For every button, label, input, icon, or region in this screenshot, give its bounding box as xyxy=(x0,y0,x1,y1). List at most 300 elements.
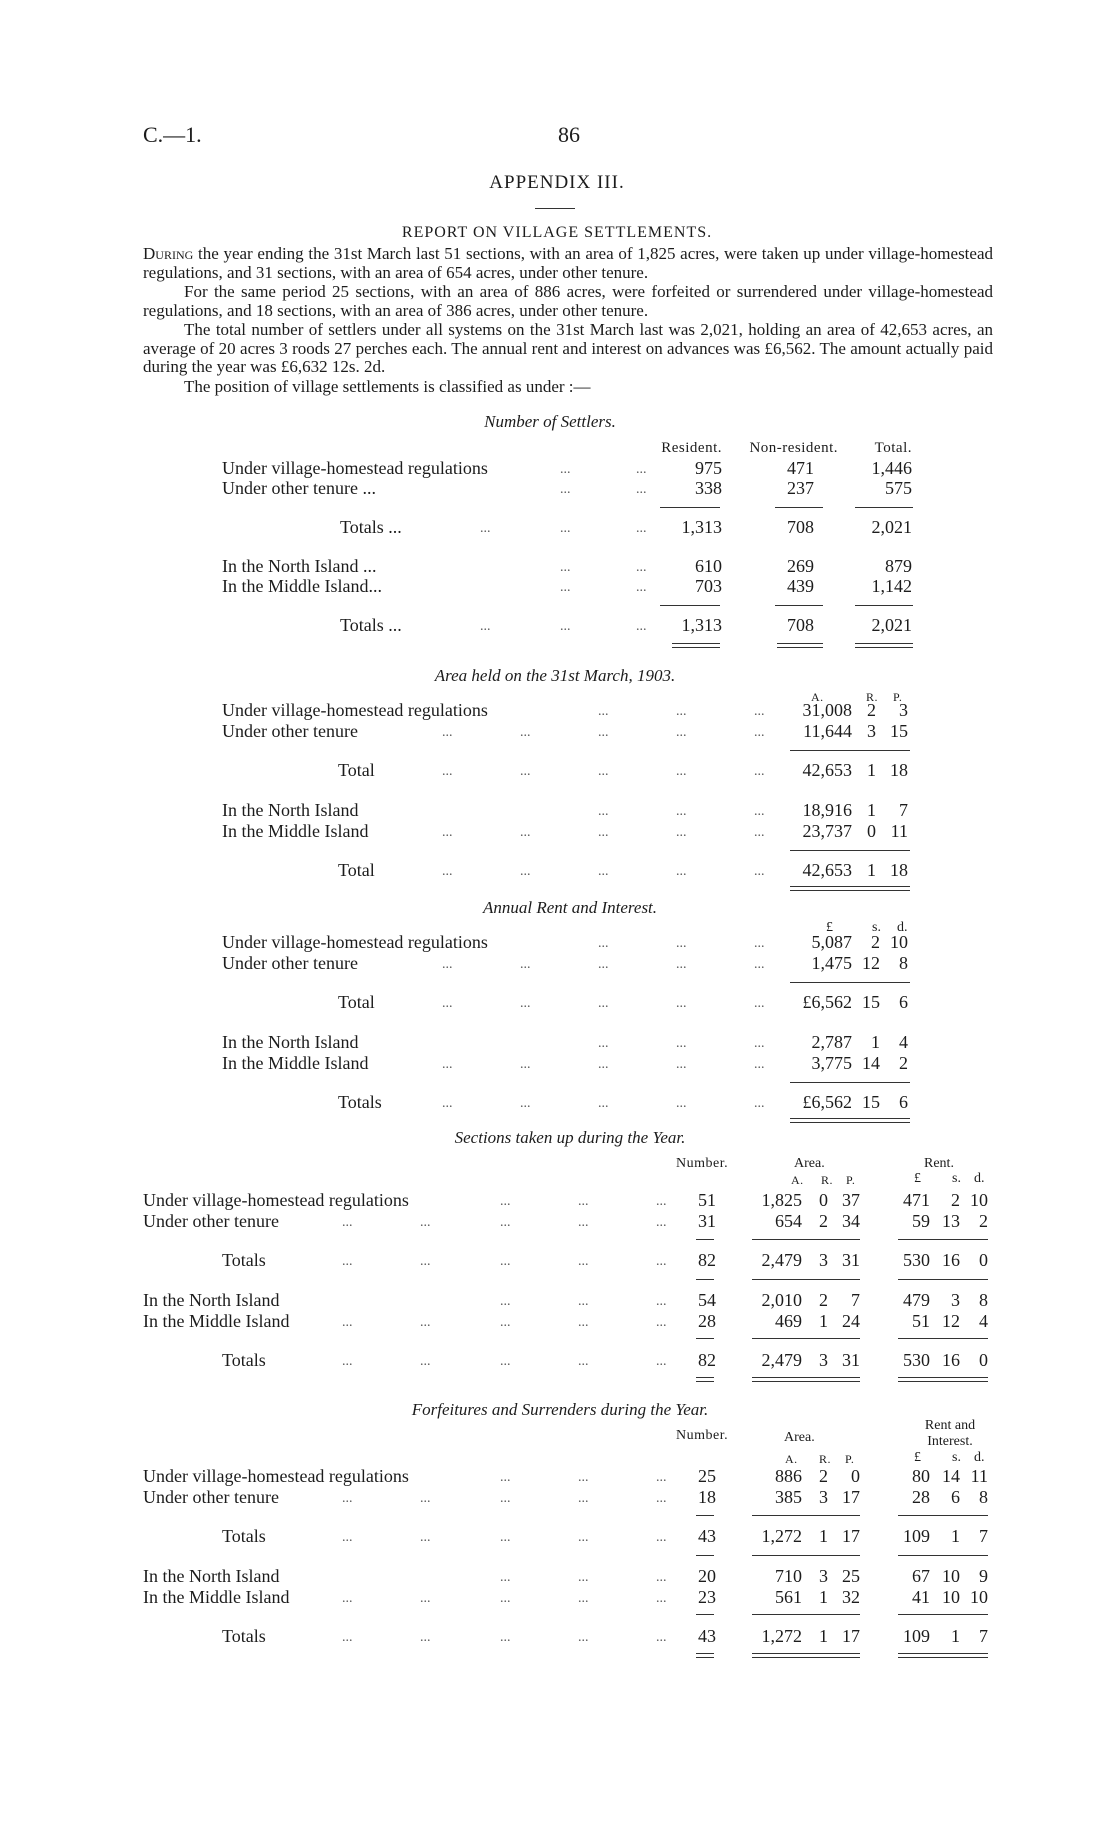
sections-rule-area-2 xyxy=(752,1338,860,1339)
rent-row-2-pounds: £6,562 xyxy=(802,992,852,1012)
sections-title: Sections taken up during the Year. xyxy=(454,1128,686,1147)
rent-rule-1 xyxy=(790,1082,910,1083)
settlers-rule-total-0 xyxy=(855,507,913,508)
sections-row-0-leader-2: ... xyxy=(656,1194,667,1209)
rent-row-4-leader-4: ... xyxy=(754,1057,765,1072)
rent-row-1-leader-3: ... xyxy=(676,957,687,972)
sections-row-1-pounds: 59 xyxy=(912,1211,930,1231)
forfeit-row-2-leader-3: ... xyxy=(578,1530,589,1545)
area-row-2-leader-0: ... xyxy=(442,764,453,779)
rent-unit-pence: d. xyxy=(897,920,908,935)
forfeit-rule-area-2 xyxy=(752,1614,860,1615)
rent-row-4-leader-2: ... xyxy=(598,1057,609,1072)
forfeit-row-5-number: 43 xyxy=(698,1626,716,1646)
forfeit-rule-number-1 xyxy=(696,1555,714,1556)
area-row-5-leader-0: ... xyxy=(442,864,453,879)
sections-row-2-shillings: 16 xyxy=(942,1250,960,1270)
appendix-title: APPENDIX III. xyxy=(489,172,625,193)
rent-row-3-pounds: 2,787 xyxy=(811,1032,852,1052)
rent-row-5-pence: 6 xyxy=(899,1092,908,1112)
area-row-4-leader-2: ... xyxy=(598,825,609,840)
forfeit-row-2-shillings: 1 xyxy=(951,1526,960,1546)
area-row-4-leader-1: ... xyxy=(520,825,531,840)
settlers-header-total: Total. xyxy=(874,440,912,456)
forfeit-row-1-number: 18 xyxy=(698,1487,716,1507)
sections-row-3-leader-2: ... xyxy=(656,1294,667,1309)
settlers-row-0-label: Under village-homestead regulations xyxy=(222,458,488,478)
sections-row-5-number: 82 xyxy=(698,1350,716,1370)
sections-rule-number-0 xyxy=(696,1239,714,1240)
settlers-row-2-label: Totals ... xyxy=(340,517,402,537)
forfeit-rule-rent-0 xyxy=(898,1515,988,1516)
forfeit-unit-perches: P. xyxy=(845,1452,855,1466)
rent-row-2-leader-4: ... xyxy=(754,996,765,1011)
sections-row-3-pence: 8 xyxy=(979,1290,988,1310)
sections-row-3-number: 54 xyxy=(698,1290,716,1310)
forfeit-row-5-roods: 1 xyxy=(819,1626,828,1646)
forfeit-unit-roods: R. xyxy=(819,1452,832,1466)
paragraph-1-text: the year ending the 31st March last 51 sections, with an area of 1,825 acres, were taken up under village-homestead regulations, and 31 sections, with an area of 654 acres, under other tenure. xyxy=(143,244,993,282)
forfeit-row-2-pence: 7 xyxy=(979,1526,988,1546)
forfeit-row-1-leader-1: ... xyxy=(420,1491,431,1506)
rent-row-5-leader-0: ... xyxy=(442,1096,453,1111)
forfeit-row-5-leader-4: ... xyxy=(656,1630,667,1645)
area-row-2-label: Total xyxy=(338,760,375,780)
settlers-row-0-nonresident: 471 xyxy=(787,458,814,478)
sections-row-0-perches: 37 xyxy=(842,1190,860,1210)
forfeit-rule-area-1 xyxy=(752,1555,860,1556)
sections-row-5-shillings: 16 xyxy=(942,1350,960,1370)
rent-row-1-leader-0: ... xyxy=(442,957,453,972)
sections-unit-pounds: £ xyxy=(914,1171,921,1186)
forfeit-row-0-pounds: 80 xyxy=(912,1466,930,1486)
sections-row-5-acres: 2,479 xyxy=(761,1350,802,1370)
area-row-5-label: Total xyxy=(338,860,375,880)
settlers-row-5-nonresident: 708 xyxy=(787,615,814,635)
sections-row-1-acres: 654 xyxy=(775,1211,802,1231)
area-row-3-acres: 18,916 xyxy=(802,800,852,820)
settlers-rule-total-1 xyxy=(855,605,913,606)
area-row-0-perches: 3 xyxy=(899,700,908,720)
forfeit-row-2-leader-0: ... xyxy=(342,1530,353,1545)
sections-row-3-label: In the North Island xyxy=(143,1290,280,1310)
rent-row-0-pounds: 5,087 xyxy=(811,932,852,952)
sections-row-4-label: In the Middle Island xyxy=(143,1311,290,1331)
forfeit-double-rule-area xyxy=(752,1653,860,1658)
rent-row-1-label: Under other tenure xyxy=(222,953,358,973)
area-row-4-perches: 11 xyxy=(890,821,908,841)
settlers-row-4-resident: 703 xyxy=(695,576,722,596)
sections-row-5-pence: 0 xyxy=(979,1350,988,1370)
forfeit-row-3-number: 20 xyxy=(698,1566,716,1586)
area-row-4-leader-0: ... xyxy=(442,825,453,840)
area-row-2-leader-4: ... xyxy=(754,764,765,779)
sections-row-4-number: 28 xyxy=(698,1311,716,1331)
sections-row-4-pence: 4 xyxy=(979,1311,988,1331)
settlers-row-3-leader-0: ... xyxy=(560,560,571,575)
sections-row-3-leader-0: ... xyxy=(500,1294,511,1309)
sections-double-rule-number xyxy=(696,1377,714,1382)
page-number: 86 xyxy=(558,122,580,147)
settlers-row-2-leader-0: ... xyxy=(480,521,491,536)
rent-row-1-pence: 8 xyxy=(899,953,908,973)
forfeit-row-5-pounds: 109 xyxy=(903,1626,930,1646)
settlers-row-4-leader-1: ... xyxy=(636,580,647,595)
sections-row-4-shillings: 12 xyxy=(942,1311,960,1331)
forfeit-row-4-label: In the Middle Island xyxy=(143,1587,290,1607)
settlers-row-2-total: 2,021 xyxy=(871,517,912,537)
forfeit-row-4-pence: 10 xyxy=(970,1587,988,1607)
area-row-2-roods: 1 xyxy=(867,760,876,780)
area-row-0-leader-2: ... xyxy=(754,704,765,719)
sections-row-4-perches: 24 xyxy=(842,1311,860,1331)
forfeit-row-1-pence: 8 xyxy=(979,1487,988,1507)
forfeit-row-3-shillings: 10 xyxy=(942,1566,960,1586)
forfeit-row-0-roods: 2 xyxy=(819,1466,828,1486)
sections-row-1-perches: 34 xyxy=(842,1211,860,1231)
sections-row-5-perches: 31 xyxy=(842,1350,860,1370)
settlers-row-5-leader-0: ... xyxy=(480,619,491,634)
rent-row-5-leader-3: ... xyxy=(676,1096,687,1111)
forfeit-rule-number-2 xyxy=(696,1614,714,1615)
forfeit-header-rent-line1: Rent and xyxy=(924,1418,976,1433)
forfeit-unit-acres: A. xyxy=(785,1452,798,1466)
rent-rule-0 xyxy=(790,982,910,983)
rent-row-4-leader-3: ... xyxy=(676,1057,687,1072)
area-row-3-leader-1: ... xyxy=(676,804,687,819)
area-row-2-leader-2: ... xyxy=(598,764,609,779)
settlers-row-4-label: In the Middle Island... xyxy=(222,576,382,596)
sections-row-1-shillings: 13 xyxy=(942,1211,960,1231)
rent-row-5-pounds: £6,562 xyxy=(802,1092,852,1112)
sections-rule-rent-2 xyxy=(898,1338,988,1339)
sections-row-3-shillings: 3 xyxy=(951,1290,960,1310)
settlers-row-0-total: 1,446 xyxy=(871,458,912,478)
sections-row-2-leader-4: ... xyxy=(656,1254,667,1269)
paragraph-3: The total number of settlers under all systems on the 31st March last was 2,021, holding an area of 42,653 acres, an average of 20 acres 3 roods 27 perches each. The annual rent and interest on advances was £6,562. The amount actually paid during the year was £6,632 12s. 2d. xyxy=(143,320,993,376)
forfeit-row-5-label: Totals xyxy=(222,1626,266,1646)
sections-row-4-roods: 1 xyxy=(819,1311,828,1331)
sections-row-3-pounds: 479 xyxy=(903,1290,930,1310)
rent-row-2-leader-0: ... xyxy=(442,996,453,1011)
sections-rule-area-1 xyxy=(752,1279,860,1280)
rent-row-1-leader-2: ... xyxy=(598,957,609,972)
forfeit-row-1-leader-2: ... xyxy=(500,1491,511,1506)
settlers-row-2-resident: 1,313 xyxy=(681,517,722,537)
area-rule-1 xyxy=(790,850,910,851)
sections-row-2-number: 82 xyxy=(698,1250,716,1270)
sections-row-1-leader-3: ... xyxy=(578,1215,589,1230)
forfeit-row-3-leader-2: ... xyxy=(656,1570,667,1585)
rent-unit-shillings: s. xyxy=(872,920,881,935)
area-row-0-acres: 31,008 xyxy=(802,700,852,720)
sections-rule-number-2 xyxy=(696,1338,714,1339)
area-row-0-leader-1: ... xyxy=(676,704,687,719)
sections-row-2-perches: 31 xyxy=(842,1250,860,1270)
sections-unit-pence: d. xyxy=(974,1171,985,1186)
sections-double-rule-rent xyxy=(898,1377,988,1382)
sections-row-3-roods: 2 xyxy=(819,1290,828,1310)
area-row-0-roods: 2 xyxy=(867,700,876,720)
settlers-title: Number of Settlers. xyxy=(484,412,616,431)
forfeit-row-2-leader-4: ... xyxy=(656,1530,667,1545)
area-row-5-leader-1: ... xyxy=(520,864,531,879)
forfeit-row-1-leader-3: ... xyxy=(578,1491,589,1506)
area-row-0-leader-0: ... xyxy=(598,704,609,719)
area-unit-roods: R. xyxy=(866,690,879,704)
settlers-double-rule-nonresident xyxy=(777,643,823,648)
area-row-5-leader-4: ... xyxy=(754,864,765,879)
rent-row-1-shillings: 12 xyxy=(862,953,880,973)
area-row-5-perches: 18 xyxy=(890,860,908,880)
settlers-row-5-total: 2,021 xyxy=(871,615,912,635)
forfeit-row-2-leader-1: ... xyxy=(420,1530,431,1545)
settlers-row-0-leader-1: ... xyxy=(636,462,647,477)
area-row-3-leader-0: ... xyxy=(598,804,609,819)
settlers-rule-resident-0 xyxy=(660,507,720,508)
rent-row-5-leader-2: ... xyxy=(598,1096,609,1111)
forfeit-row-0-shillings: 14 xyxy=(942,1466,960,1486)
sections-unit-acres: A. xyxy=(791,1173,804,1187)
forfeit-row-4-number: 23 xyxy=(698,1587,716,1607)
area-row-1-leader-1: ... xyxy=(520,725,531,740)
area-row-2-acres: 42,653 xyxy=(802,760,852,780)
forfeit-row-2-leader-2: ... xyxy=(500,1530,511,1545)
rent-row-0-pence: 10 xyxy=(890,932,908,952)
forfeit-unit-pounds: £ xyxy=(914,1450,921,1465)
forfeit-unit-pence: d. xyxy=(974,1450,985,1465)
sections-row-0-acres: 1,825 xyxy=(761,1190,802,1210)
paragraph-4: The position of village settlements is classified as under :— xyxy=(184,377,591,396)
paragraph-2: For the same period 25 sections, with an area of 886 acres, were forfeited or surrendered under village-homestead regulations, and 18 sections, with an area of 386 acres, under other tenure. xyxy=(143,282,993,320)
sections-row-0-label: Under village-homestead regulations xyxy=(143,1190,409,1210)
forfeit-row-4-leader-0: ... xyxy=(342,1591,353,1606)
sections-rule-number-1 xyxy=(696,1279,714,1280)
settlers-double-rule-total xyxy=(855,643,913,648)
sections-row-3-leader-1: ... xyxy=(578,1294,589,1309)
sections-row-5-leader-2: ... xyxy=(500,1354,511,1369)
forfeit-row-1-roods: 3 xyxy=(819,1487,828,1507)
area-row-4-acres: 23,737 xyxy=(802,821,852,841)
forfeit-title: Forfeitures and Surrenders during the Year. xyxy=(411,1400,709,1419)
area-row-1-leader-3: ... xyxy=(676,725,687,740)
report-title: REPORT ON VILLAGE SETTLEMENTS. xyxy=(401,224,713,241)
settlers-row-1-leader-1: ... xyxy=(636,482,647,497)
sections-header-area: Area. xyxy=(794,1156,825,1171)
forfeit-row-2-perches: 17 xyxy=(842,1526,860,1546)
sections-row-0-roods: 0 xyxy=(819,1190,828,1210)
rent-row-3-leader-2: ... xyxy=(754,1036,765,1051)
sections-row-0-number: 51 xyxy=(698,1190,716,1210)
forfeit-row-4-perches: 32 xyxy=(842,1587,860,1607)
area-row-1-leader-4: ... xyxy=(754,725,765,740)
sections-header-rent: Rent. xyxy=(924,1156,954,1171)
sections-row-1-leader-1: ... xyxy=(420,1215,431,1230)
rent-row-4-pounds: 3,775 xyxy=(811,1053,852,1073)
settlers-row-3-total: 879 xyxy=(885,556,912,576)
sections-row-2-leader-1: ... xyxy=(420,1254,431,1269)
settlers-rule-nonresident-0 xyxy=(775,507,823,508)
forfeit-row-0-pence: 11 xyxy=(970,1466,988,1486)
sections-unit-roods: R. xyxy=(821,1173,834,1187)
rent-row-1-leader-4: ... xyxy=(754,957,765,972)
area-row-5-leader-3: ... xyxy=(676,864,687,879)
forfeit-row-5-pence: 7 xyxy=(979,1626,988,1646)
forfeit-row-4-leader-1: ... xyxy=(420,1591,431,1606)
forfeit-row-3-leader-1: ... xyxy=(578,1570,589,1585)
forfeit-header-area: Area. xyxy=(784,1430,815,1445)
settlers-row-0-leader-0: ... xyxy=(560,462,571,477)
sections-row-2-leader-3: ... xyxy=(578,1254,589,1269)
rent-row-4-label: In the Middle Island xyxy=(222,1053,369,1073)
area-row-1-leader-2: ... xyxy=(598,725,609,740)
settlers-row-1-label: Under other tenure ... xyxy=(222,478,376,498)
forfeit-row-2-acres: 1,272 xyxy=(761,1526,802,1546)
sections-row-5-label: Totals xyxy=(222,1350,266,1370)
sections-rule-area-0 xyxy=(752,1239,860,1240)
title-rule xyxy=(535,208,575,209)
sections-row-0-shillings: 2 xyxy=(951,1190,960,1210)
paragraph-1 xyxy=(143,245,993,282)
forfeit-header-number: Number. xyxy=(676,1428,729,1443)
document-reference: C.—1. xyxy=(143,122,202,147)
forfeit-row-5-leader-3: ... xyxy=(578,1630,589,1645)
sections-row-1-leader-2: ... xyxy=(500,1215,511,1230)
sections-row-4-acres: 469 xyxy=(775,1311,802,1331)
sections-row-4-leader-4: ... xyxy=(656,1315,667,1330)
settlers-row-3-nonresident: 269 xyxy=(787,556,814,576)
forfeit-row-2-label: Totals xyxy=(222,1526,266,1546)
forfeit-rule-area-0 xyxy=(752,1515,860,1516)
area-row-5-acres: 42,653 xyxy=(802,860,852,880)
paragraph-1-lead: During xyxy=(143,244,194,263)
area-row-1-leader-0: ... xyxy=(442,725,453,740)
area-row-3-leader-2: ... xyxy=(754,804,765,819)
forfeit-row-1-perches: 17 xyxy=(842,1487,860,1507)
sections-row-2-acres: 2,479 xyxy=(761,1250,802,1270)
rent-row-3-leader-0: ... xyxy=(598,1036,609,1051)
forfeit-row-3-pence: 9 xyxy=(979,1566,988,1586)
rent-row-4-leader-1: ... xyxy=(520,1057,531,1072)
forfeit-row-0-number: 25 xyxy=(698,1466,716,1486)
forfeit-row-4-shillings: 10 xyxy=(942,1587,960,1607)
settlers-row-2-nonresident: 708 xyxy=(787,517,814,537)
forfeit-row-0-leader-0: ... xyxy=(500,1470,511,1485)
settlers-header-resident: Resident. xyxy=(661,440,722,456)
rent-row-2-pence: 6 xyxy=(899,992,908,1012)
rent-row-3-label: In the North Island xyxy=(222,1032,359,1052)
rent-row-0-label: Under village-homestead regulations xyxy=(222,932,488,952)
settlers-rule-resident-1 xyxy=(660,605,720,606)
settlers-row-5-leader-2: ... xyxy=(636,619,647,634)
rent-row-0-leader-2: ... xyxy=(754,936,765,951)
forfeit-row-2-roods: 1 xyxy=(819,1526,828,1546)
sections-row-4-leader-1: ... xyxy=(420,1315,431,1330)
forfeit-row-4-leader-3: ... xyxy=(578,1591,589,1606)
rent-row-5-leader-4: ... xyxy=(754,1096,765,1111)
sections-row-1-number: 31 xyxy=(698,1211,716,1231)
rent-row-1-pounds: 1,475 xyxy=(811,953,852,973)
area-row-3-perches: 7 xyxy=(899,800,908,820)
forfeit-unit-shillings: s. xyxy=(952,1450,961,1465)
sections-rule-rent-1 xyxy=(898,1279,988,1280)
forfeit-row-2-pounds: 109 xyxy=(903,1526,930,1546)
rent-title: Annual Rent and Interest. xyxy=(482,898,658,917)
sections-row-5-pounds: 530 xyxy=(903,1350,930,1370)
rent-row-5-leader-1: ... xyxy=(520,1096,531,1111)
settlers-row-0-resident: 975 xyxy=(695,458,722,478)
settlers-double-rule-resident xyxy=(672,643,720,648)
area-row-1-acres: 11,644 xyxy=(803,721,852,741)
sections-unit-shillings: s. xyxy=(952,1171,961,1186)
area-row-5-roods: 1 xyxy=(867,860,876,880)
rent-row-0-leader-0: ... xyxy=(598,936,609,951)
sections-row-5-leader-3: ... xyxy=(578,1354,589,1369)
sections-row-5-leader-4: ... xyxy=(656,1354,667,1369)
settlers-row-5-resident: 1,313 xyxy=(681,615,722,635)
area-row-0-label: Under village-homestead regulations xyxy=(222,700,488,720)
forfeit-row-3-label: In the North Island xyxy=(143,1566,280,1586)
sections-row-4-leader-0: ... xyxy=(342,1315,353,1330)
forfeit-row-4-acres: 561 xyxy=(775,1587,802,1607)
sections-row-4-leader-2: ... xyxy=(500,1315,511,1330)
settlers-row-1-total: 575 xyxy=(885,478,912,498)
sections-row-2-leader-0: ... xyxy=(342,1254,353,1269)
area-row-1-label: Under other tenure xyxy=(222,721,358,741)
forfeit-header-rent-line2: Interest. xyxy=(927,1434,973,1449)
sections-row-5-leader-0: ... xyxy=(342,1354,353,1369)
sections-header-number: Number. xyxy=(676,1156,729,1171)
forfeit-row-1-label: Under other tenure xyxy=(143,1487,279,1507)
forfeit-double-rule-number xyxy=(696,1653,714,1658)
rent-row-1-leader-1: ... xyxy=(520,957,531,972)
forfeit-row-1-shillings: 6 xyxy=(951,1487,960,1507)
area-row-3-roods: 1 xyxy=(867,800,876,820)
rent-row-3-shillings: 1 xyxy=(871,1032,880,1052)
forfeit-rule-number-0 xyxy=(696,1515,714,1516)
sections-row-1-leader-0: ... xyxy=(342,1215,353,1230)
forfeit-row-3-perches: 25 xyxy=(842,1566,860,1586)
area-row-4-roods: 0 xyxy=(867,821,876,841)
rent-row-5-shillings: 15 xyxy=(862,1092,880,1112)
settlers-row-4-nonresident: 439 xyxy=(787,576,814,596)
forfeit-row-3-leader-0: ... xyxy=(500,1570,511,1585)
sections-row-0-pence: 10 xyxy=(970,1190,988,1210)
forfeit-row-4-roods: 1 xyxy=(819,1587,828,1607)
settlers-row-3-leader-1: ... xyxy=(636,560,647,575)
rent-row-0-leader-1: ... xyxy=(676,936,687,951)
forfeit-row-3-roods: 3 xyxy=(819,1566,828,1586)
area-row-2-leader-1: ... xyxy=(520,764,531,779)
settlers-row-2-leader-2: ... xyxy=(636,521,647,536)
forfeit-row-4-leader-4: ... xyxy=(656,1591,667,1606)
forfeit-row-5-leader-1: ... xyxy=(420,1630,431,1645)
sections-unit-perches: P. xyxy=(846,1173,856,1187)
forfeit-row-0-leader-1: ... xyxy=(578,1470,589,1485)
rent-row-2-leader-1: ... xyxy=(520,996,531,1011)
rent-row-3-pence: 4 xyxy=(899,1032,908,1052)
rent-unit-pounds: £ xyxy=(826,920,833,935)
sections-row-3-perches: 7 xyxy=(851,1290,860,1310)
forfeit-row-0-label: Under village-homestead regulations xyxy=(143,1466,409,1486)
forfeit-row-3-acres: 710 xyxy=(775,1566,802,1586)
rent-double-rule xyxy=(790,1118,910,1123)
area-rule-0 xyxy=(790,750,910,751)
forfeit-row-1-leader-4: ... xyxy=(656,1491,667,1506)
area-row-4-leader-4: ... xyxy=(754,825,765,840)
sections-row-1-roods: 2 xyxy=(819,1211,828,1231)
sections-row-1-leader-4: ... xyxy=(656,1215,667,1230)
